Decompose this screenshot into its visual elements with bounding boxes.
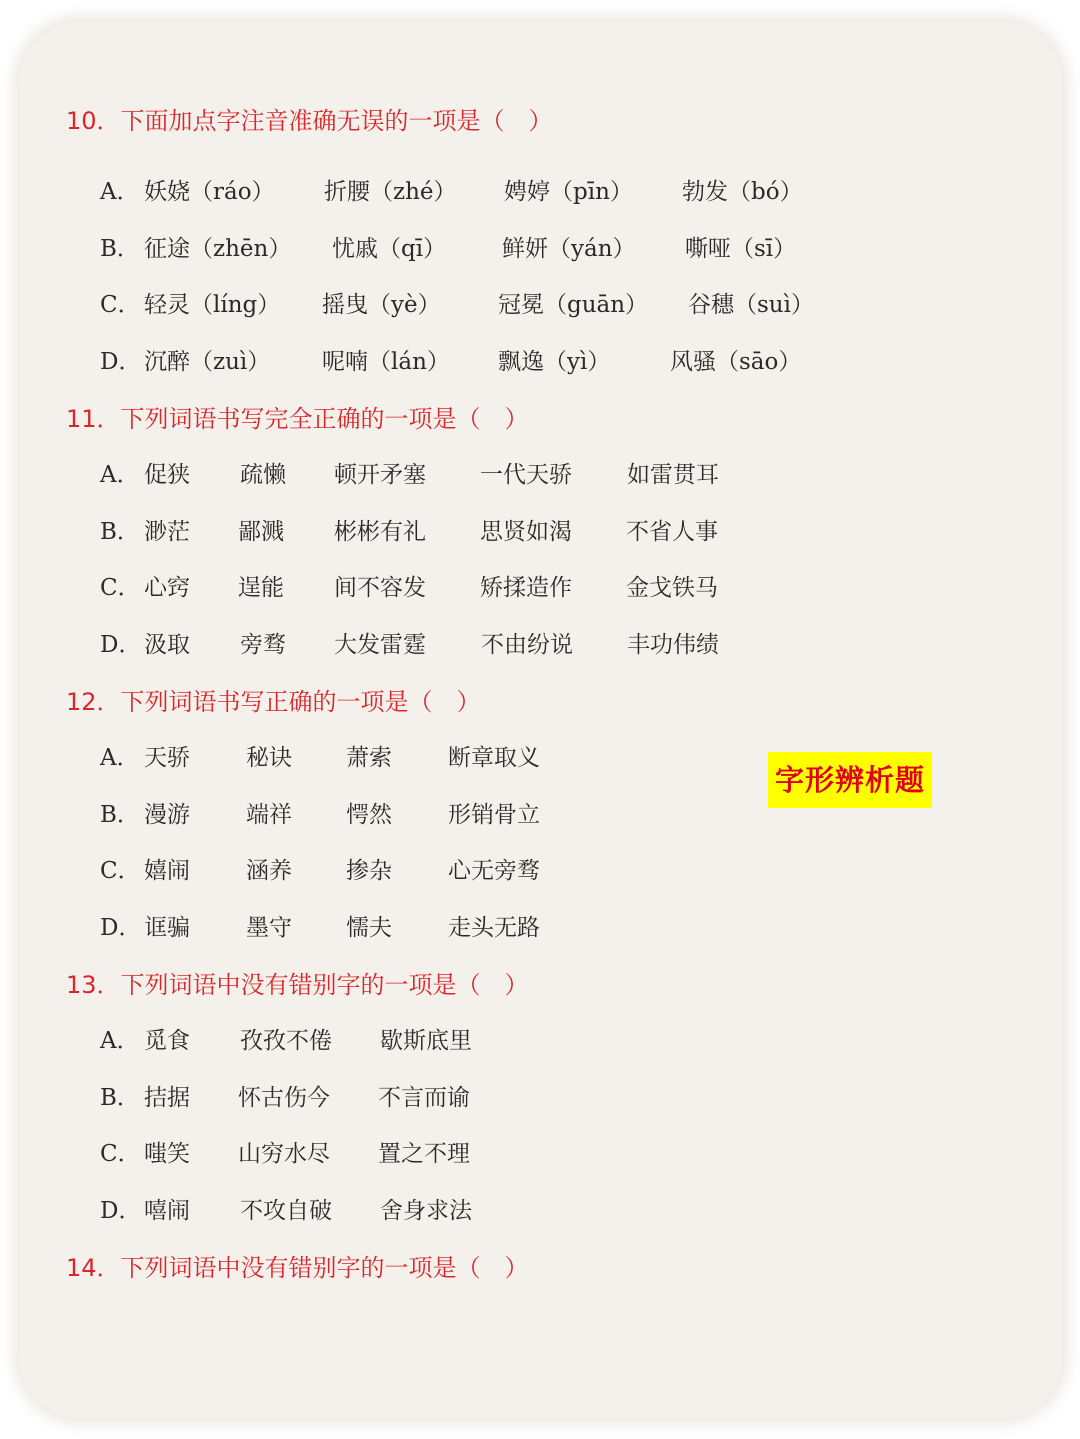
option-item: 摇曳（yè） xyxy=(322,292,441,318)
option-item: 勃发（bó） xyxy=(682,179,803,205)
option-letter: B． xyxy=(100,519,140,545)
option-item: 如雷贯耳 xyxy=(627,462,719,488)
option-letter: C． xyxy=(100,858,141,884)
option-item: 汲取 xyxy=(144,632,190,658)
option-letter: B． xyxy=(100,236,140,262)
option-item: 置之不理 xyxy=(378,1141,470,1167)
option-letter: D． xyxy=(100,1198,142,1224)
option-item: 断章取义 xyxy=(448,745,540,771)
option-item: 疏懒 xyxy=(240,462,286,488)
option-item: 嬉闹 xyxy=(144,858,190,884)
option-item: 飘逸（yì） xyxy=(498,349,611,375)
option-item: 折腰（zhé） xyxy=(324,179,457,205)
option-item: 矫揉造作 xyxy=(480,575,572,601)
option-item: 大发雷霆 xyxy=(334,632,426,658)
question-12-title: 12．下列词语书写正确的一项是（ ） xyxy=(66,688,481,716)
option-item: 嗤笑 xyxy=(144,1141,190,1167)
question-13-title: 13．下列词语中没有错别字的一项是（ ） xyxy=(66,971,529,999)
option-item: 一代天骄 xyxy=(480,462,572,488)
option-item: 顿开矛塞 xyxy=(334,462,426,488)
option-item: 涵养 xyxy=(246,858,292,884)
option-item: 舍身求法 xyxy=(380,1198,472,1224)
option-letter: A． xyxy=(100,462,140,488)
option-item: 掺杂 xyxy=(346,858,392,884)
option-item: 风骚（sāo） xyxy=(670,349,802,375)
option-item: 不言而谕 xyxy=(378,1085,470,1111)
option-letter: B． xyxy=(100,802,140,828)
option-item: 轻灵（líng） xyxy=(144,292,281,318)
option-letter: B． xyxy=(100,1085,140,1111)
option-item: 沉醉（zuì） xyxy=(144,349,271,375)
option-item: 谷穗（suì） xyxy=(688,292,814,318)
option-letter: D． xyxy=(100,349,142,375)
question-14-title: 14．下列词语中没有错别字的一项是（ ） xyxy=(66,1254,529,1282)
option-letter: A． xyxy=(100,179,140,205)
option-item: 间不容发 xyxy=(334,575,426,601)
option-item: 秘诀 xyxy=(246,745,292,771)
option-letter: C． xyxy=(100,1141,141,1167)
option-item: 旁骛 xyxy=(240,632,286,658)
option-item: 妖娆（ráo） xyxy=(144,179,275,205)
option-item: 懦夫 xyxy=(346,915,392,941)
option-item: 怀古伤今 xyxy=(238,1085,330,1111)
option-item: 愕然 xyxy=(346,802,392,828)
option-item: 渺茫 xyxy=(144,519,190,545)
option-item: 冠冕（guān） xyxy=(498,292,649,318)
option-item: 丰功伟绩 xyxy=(627,632,719,658)
option-item: 心无旁骛 xyxy=(448,858,540,884)
section-badge: 字形辨析题 xyxy=(768,752,932,808)
option-item: 金戈铁马 xyxy=(626,575,718,601)
option-item: 漫游 xyxy=(144,802,190,828)
option-letter: C． xyxy=(100,575,141,601)
option-item: 逞能 xyxy=(238,575,284,601)
option-item: 萧索 xyxy=(346,745,392,771)
option-item: 形销骨立 xyxy=(448,802,540,828)
option-item: 不由纷说 xyxy=(481,632,573,658)
option-item: 山穷水尽 xyxy=(238,1141,330,1167)
option-item: 呢喃（lán） xyxy=(322,349,450,375)
option-item: 天骄 xyxy=(144,745,190,771)
option-item: 拮据 xyxy=(144,1085,190,1111)
option-item: 促狭 xyxy=(144,462,190,488)
option-item: 忧戚（qī） xyxy=(332,236,447,262)
option-item: 心窍 xyxy=(144,575,190,601)
question-10-title: 10．下面加点字注音准确无误的一项是（ ） xyxy=(66,107,553,135)
option-letter: D． xyxy=(100,915,142,941)
option-letter: D． xyxy=(100,632,142,658)
option-item: 孜孜不倦 xyxy=(240,1028,332,1054)
option-item: 不攻自破 xyxy=(240,1198,332,1224)
option-item: 端祥 xyxy=(246,802,292,828)
option-item: 不省人事 xyxy=(626,519,718,545)
option-item: 征途（zhēn） xyxy=(144,236,292,262)
option-item: 嘶哑（sī） xyxy=(685,236,797,262)
option-item: 思贤如渴 xyxy=(480,519,572,545)
option-item: 鄙溅 xyxy=(238,519,284,545)
option-item: 歇斯底里 xyxy=(380,1028,472,1054)
option-item: 诓骗 xyxy=(144,915,190,941)
option-item: 墨守 xyxy=(246,915,292,941)
option-letter: A． xyxy=(100,745,140,771)
option-item: 鲜妍（yán） xyxy=(502,236,636,262)
question-11-title: 11．下列词语书写完全正确的一项是（ ） xyxy=(66,405,529,433)
option-item: 娉婷（pīn） xyxy=(504,179,633,205)
option-item: 走头无路 xyxy=(448,915,540,941)
option-letter: A． xyxy=(100,1028,140,1054)
option-letter: C． xyxy=(100,292,141,318)
option-item: 觅食 xyxy=(144,1028,190,1054)
option-item: 彬彬有礼 xyxy=(334,519,426,545)
option-item: 嘻闹 xyxy=(144,1198,190,1224)
